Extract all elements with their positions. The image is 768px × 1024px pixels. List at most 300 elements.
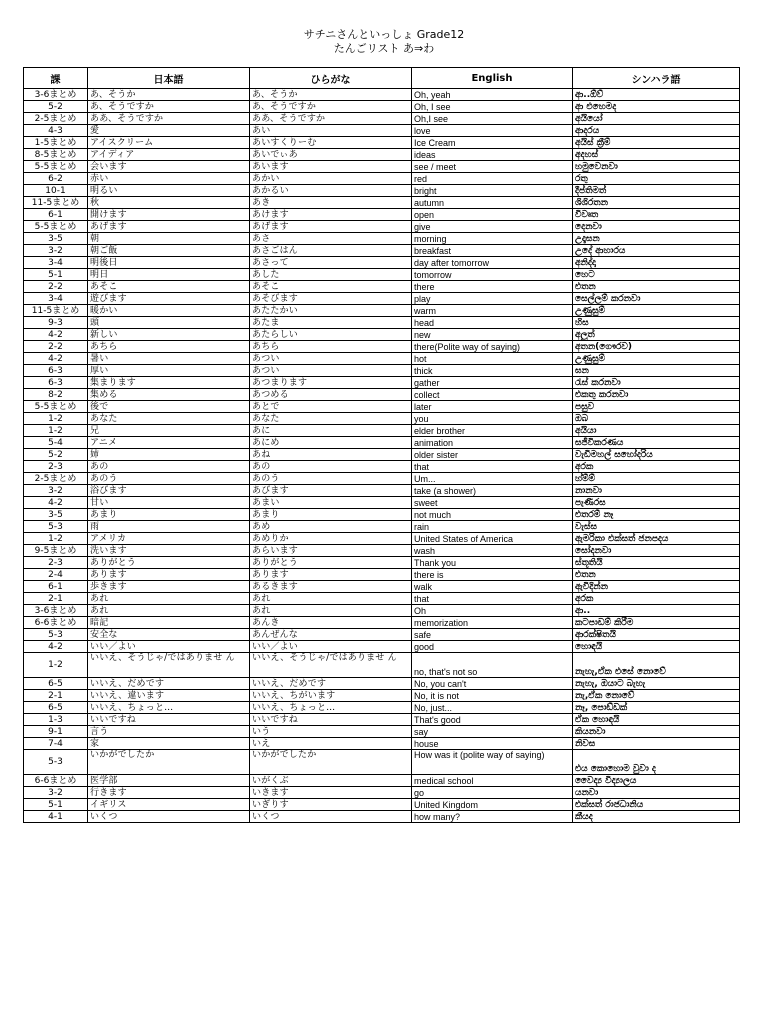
table-row [24,209,740,221]
cell-hiragana: あそこ [250,281,412,293]
cell-japanese: いいえ、そうじゃ/ではありませ ん [88,653,250,678]
cell-japanese: あれ [88,593,250,605]
cell-sinhala: කියනවා [573,726,740,738]
cell-english: No, it is not [412,690,573,702]
table-row [24,629,740,641]
cell-english: United States of America [412,533,573,545]
cell-english: breakfast [412,245,573,257]
cell-sinhala: උණුසුම් [573,353,740,365]
table-row [24,293,740,305]
cell-japanese: 愛 [88,125,250,137]
cell-sinhala: අතන(ගෞරව) [573,341,740,353]
cell-hiragana: あんき [250,617,412,629]
cell-lesson: 9-3 [24,317,88,329]
cell-japanese: あちら [88,341,250,353]
cell-japanese: 雨 [88,521,250,533]
cell-hiragana: あさって [250,257,412,269]
table-row [24,473,740,485]
cell-english: gather [412,377,573,389]
cell-hiragana: あたらしい [250,329,412,341]
cell-lesson: 7-4 [24,738,88,750]
cell-japanese: いい／よい [88,641,250,653]
cell-lesson: 6-1 [24,209,88,221]
cell-english: there is [412,569,573,581]
table-row [24,690,740,702]
cell-lesson: 8-5まとめ [24,149,88,161]
cell-sinhala: නෑ, පොඩ්ඩක් [573,702,740,714]
cell-english: see / meet [412,161,573,173]
table-row [24,281,740,293]
table-row [24,726,740,738]
cell-lesson: 6-6まとめ [24,775,88,787]
cell-hiragana: あいすくりーむ [250,137,412,149]
cell-lesson: 4-3 [24,125,88,137]
table-row [24,714,740,726]
cell-lesson: 1-2 [24,653,88,678]
table-row [24,269,740,281]
table-row [24,233,740,245]
cell-lesson: 4-2 [24,353,88,365]
table-row [24,365,740,377]
cell-lesson: 1-2 [24,425,88,437]
cell-sinhala: උණුසුම් [573,305,740,317]
cell-japanese: 厚い [88,365,250,377]
cell-english: there [412,281,573,293]
table-row [24,557,740,569]
cell-hiragana: いぎりす [250,799,412,811]
cell-japanese: あれ [88,605,250,617]
cell-hiragana: あつまります [250,377,412,389]
cell-lesson: 6-3 [24,377,88,389]
cell-japanese: 開けます [88,209,250,221]
cell-sinhala: රැස් කරනවා [573,377,740,389]
cell-sinhala: කටපාඩම් කිරීම [573,617,740,629]
cell-hiragana: あげます [250,221,412,233]
table-row [24,545,740,557]
cell-lesson: 2-2 [24,341,88,353]
cell-english: house [412,738,573,750]
table-row [24,197,740,209]
cell-lesson: 8-2 [24,389,88,401]
table-row [24,605,740,617]
table-row [24,113,740,125]
cell-sinhala: සෙල්ලම් කරනවා [573,293,740,305]
cell-japanese: いいえ、だめです [88,678,250,690]
cell-japanese: 暗記 [88,617,250,629]
table-row [24,702,740,714]
cell-lesson: 5-4 [24,437,88,449]
cell-sinhala: අලුත් [573,329,740,341]
cell-japanese: あの [88,461,250,473]
cell-hiragana: あれ [250,593,412,605]
table-row [24,257,740,269]
cell-english: morning [412,233,573,245]
cell-sinhala: විවෘත [573,209,740,221]
cell-japanese: 浴びます [88,485,250,497]
cell-hiragana: あちら [250,341,412,353]
cell-sinhala: නැහැ,ඒක එසේ නොවේ [573,653,740,678]
column-header-lesson: 課 [24,68,88,89]
cell-english: Oh, yeah [412,89,573,101]
cell-hiragana: あります [250,569,412,581]
vocabulary-table [23,67,740,823]
table-row [24,775,740,787]
cell-sinhala: ආරක්ෂිතයි [573,629,740,641]
cell-sinhala: එක්සත් රාජධානිය [573,799,740,811]
cell-lesson: 5-3 [24,750,88,775]
cell-lesson: 2-3 [24,461,88,473]
cell-sinhala: එකතු කරනවා [573,389,740,401]
cell-english: red [412,173,573,185]
cell-japanese: 甘い [88,497,250,509]
cell-sinhala: එතන [573,281,740,293]
cell-sinhala: දෙනවා [573,221,740,233]
cell-japanese: 洗います [88,545,250,557]
cell-lesson: 2-4 [24,569,88,581]
cell-japanese: 安全な [88,629,250,641]
cell-sinhala: ඝන [573,365,740,377]
cell-english: love [412,125,573,137]
cell-hiragana: いいえ、そうじゃ/ではありませ ん [250,653,412,678]
cell-hiragana: あまい [250,497,412,509]
cell-lesson: 1-5まとめ [24,137,88,149]
cell-english: open [412,209,573,221]
cell-english: good [412,641,573,653]
cell-lesson: 11-5まとめ [24,197,88,209]
cell-sinhala: අරක [573,593,740,605]
cell-japanese: いかがでしたか [88,750,250,775]
cell-english: hot [412,353,573,365]
cell-japanese: 兄 [88,425,250,437]
cell-japanese: 集まります [88,377,250,389]
cell-japanese: あげます [88,221,250,233]
cell-lesson: 5-5まとめ [24,161,88,173]
cell-english: say [412,726,573,738]
cell-english: rain [412,521,573,533]
cell-lesson: 1-3 [24,714,88,726]
cell-english: that [412,461,573,473]
cell-lesson: 3-5 [24,233,88,245]
table-row [24,173,740,185]
cell-japanese: 歩きます [88,581,250,593]
cell-hiragana: いくつ [250,811,412,823]
cell-japanese: 暑い [88,353,250,365]
cell-hiragana: いう [250,726,412,738]
cell-english: give [412,221,573,233]
cell-sinhala: එතරම් නෑ [573,509,740,521]
cell-hiragana: あまり [250,509,412,521]
table-row [24,89,740,101]
cell-sinhala: නැ,ඒක නොවේ [573,690,740,702]
cell-japanese: あなた [88,413,250,425]
document-title: サチニさんといっしょ Grade12 [303,28,465,41]
cell-sinhala: රතු [573,173,740,185]
table-row [24,509,740,521]
cell-lesson: 6-5 [24,678,88,690]
cell-japanese: あ、そうですか [88,101,250,113]
cell-lesson: 6-6まとめ [24,617,88,629]
cell-hiragana: あたたかい [250,305,412,317]
cell-lesson: 5-1 [24,799,88,811]
cell-hiragana: あつい [250,353,412,365]
table-row [24,149,740,161]
cell-english: United Kingdom [412,799,573,811]
cell-sinhala: පැණිරස [573,497,740,509]
cell-hiragana: いい／よい [250,641,412,653]
cell-hiragana: あそびます [250,293,412,305]
cell-english: safe [412,629,573,641]
cell-lesson: 6-3 [24,365,88,377]
cell-english: later [412,401,573,413]
cell-english: that [412,593,573,605]
cell-japanese: ありがとう [88,557,250,569]
cell-english: animation [412,437,573,449]
cell-sinhala: හමුවෙනවා [573,161,740,173]
cell-japanese: アイディア [88,149,250,161]
cell-hiragana: あらいます [250,545,412,557]
cell-hiragana: あね [250,449,412,461]
cell-english: there(Polite way of saying) [412,341,573,353]
cell-hiragana: あめ [250,521,412,533]
table-row [24,329,740,341]
cell-japanese: あ、そうか [88,89,250,101]
cell-japanese: 会います [88,161,250,173]
cell-english: Oh, I see [412,101,573,113]
cell-sinhala: එය කොහොම වුවා ද [573,750,740,775]
cell-japanese: 集める [88,389,250,401]
cell-sinhala: වෛද්‍ය විද්‍යාලය [573,775,740,787]
cell-english: not much [412,509,573,521]
table-header-row [24,68,740,89]
cell-sinhala: ඔබ [573,413,740,425]
cell-sinhala: අයිස් ක්‍රීම් [573,137,740,149]
cell-sinhala: අයියෝ [573,113,740,125]
table-row [24,401,740,413]
cell-lesson: 5-5まとめ [24,221,88,233]
cell-sinhala: කීයද [573,811,740,823]
cell-english: you [412,413,573,425]
cell-hiragana: ああ、そうですか [250,113,412,125]
cell-english: no, that's not so [412,653,573,678]
table-row [24,569,740,581]
table-row [24,653,740,678]
cell-hiragana: あいます [250,161,412,173]
table-row [24,461,740,473]
cell-sinhala: සෝදනවා [573,545,740,557]
cell-english: Ice Cream [412,137,573,149]
cell-hiragana: いいですね [250,714,412,726]
cell-sinhala: හ්ම්ම් [573,473,740,485]
cell-japanese: イギリス [88,799,250,811]
cell-english: No, you can't [412,678,573,690]
cell-hiragana: あけます [250,209,412,221]
cell-japanese: 赤い [88,173,250,185]
cell-sinhala: හිස [573,317,740,329]
cell-hiragana: あした [250,269,412,281]
cell-lesson: 3-2 [24,245,88,257]
cell-japanese: 遊びます [88,293,250,305]
column-header-hiragana: ひらがな [250,68,412,89]
cell-japanese: 行きます [88,787,250,799]
table-body [24,89,740,823]
cell-hiragana: あるきます [250,581,412,593]
table-row [24,811,740,823]
table-row [24,341,740,353]
cell-english: warm [412,305,573,317]
column-header-sinhala: シンハラ語 [573,68,740,89]
cell-lesson: 5-2 [24,449,88,461]
cell-lesson: 3-6まとめ [24,605,88,617]
cell-sinhala: නැහැ, ඔයාට බැහැ [573,678,740,690]
table-row [24,137,740,149]
cell-hiragana: あなた [250,413,412,425]
cell-hiragana: あいでぃあ [250,149,412,161]
cell-english: go [412,787,573,799]
cell-hiragana: あに [250,425,412,437]
table-row [24,353,740,365]
table-row [24,221,740,233]
cell-japanese: あまり [88,509,250,521]
cell-hiragana: あき [250,197,412,209]
cell-lesson: 5-1 [24,269,88,281]
cell-hiragana: いいえ、ちがいます [250,690,412,702]
cell-lesson: 6-5 [24,702,88,714]
cell-english: memorization [412,617,573,629]
cell-lesson: 6-1 [24,581,88,593]
cell-sinhala: වැඩිමහල් සහෝදරිය [573,449,740,461]
cell-sinhala: නානවා [573,485,740,497]
cell-sinhala: ආ.. [573,605,740,617]
table-row [24,185,740,197]
cell-english: sweet [412,497,573,509]
cell-sinhala: අරක [573,461,740,473]
cell-hiragana: あ、そうか [250,89,412,101]
table-row [24,161,740,173]
cell-sinhala: නිවස [573,738,740,750]
cell-japanese: いいえ、ちょっと… [88,702,250,714]
cell-lesson: 3-6まとめ [24,89,88,101]
cell-sinhala: ශිශිරතන [573,197,740,209]
cell-japanese: 秋 [88,197,250,209]
cell-japanese: 家 [88,738,250,750]
cell-lesson: 2-1 [24,690,88,702]
cell-japanese: アメリカ [88,533,250,545]
cell-english: bright [412,185,573,197]
cell-lesson: 5-2 [24,101,88,113]
cell-sinhala: පසුව [573,401,740,413]
cell-sinhala: උදේ ආහාරය [573,245,740,257]
table-row [24,521,740,533]
cell-english: medical school [412,775,573,787]
cell-sinhala: අයියා [573,425,740,437]
cell-hiragana: あさ [250,233,412,245]
cell-sinhala: ආදරය [573,125,740,137]
table-row [24,738,740,750]
table-row [24,750,740,775]
cell-sinhala: හෙට [573,269,740,281]
cell-hiragana: あの [250,461,412,473]
cell-sinhala: එතන [573,569,740,581]
table-row [24,533,740,545]
cell-japanese: 医学部 [88,775,250,787]
cell-english: tomorrow [412,269,573,281]
cell-lesson: 9-5まとめ [24,545,88,557]
cell-english: head [412,317,573,329]
table-row [24,497,740,509]
cell-lesson: 4-2 [24,641,88,653]
table-row [24,245,740,257]
cell-japanese: 言う [88,726,250,738]
cell-hiragana: あめりか [250,533,412,545]
cell-sinhala: ඇවිදින්න [573,581,740,593]
cell-lesson: 1-2 [24,533,88,545]
cell-english: Um... [412,473,573,485]
cell-english: thick [412,365,573,377]
cell-hiragana: あのう [250,473,412,485]
cell-hiragana: いがくぶ [250,775,412,787]
cell-japanese: いくつ [88,811,250,823]
cell-sinhala: දීප්තිමත් [573,185,740,197]
cell-japanese: 後で [88,401,250,413]
cell-sinhala: ස්තූතියි [573,557,740,569]
table-row [24,437,740,449]
table-row [24,787,740,799]
table-row [24,425,740,437]
cell-japanese: 姉 [88,449,250,461]
cell-lesson: 11-5まとめ [24,305,88,317]
cell-japanese: あそこ [88,281,250,293]
cell-english: new [412,329,573,341]
table-row [24,449,740,461]
table-row [24,389,740,401]
table-row [24,617,740,629]
cell-lesson: 4-2 [24,497,88,509]
cell-sinhala: යනවා [573,787,740,799]
cell-english: walk [412,581,573,593]
cell-hiragana: あにめ [250,437,412,449]
table-row [24,799,740,811]
cell-japanese: 明るい [88,185,250,197]
cell-japanese: アイスクリーム [88,137,250,149]
cell-hiragana: あんぜんな [250,629,412,641]
cell-lesson: 2-5まとめ [24,113,88,125]
cell-japanese: 朝 [88,233,250,245]
cell-lesson: 2-3 [24,557,88,569]
document-subtitle: たんごリスト あ⇒わ [333,42,435,55]
cell-lesson: 3-4 [24,257,88,269]
cell-english: older sister [412,449,573,461]
cell-hiragana: あかい [250,173,412,185]
cell-sinhala: වැස්ස [573,521,740,533]
cell-lesson: 2-5まとめ [24,473,88,485]
table-row [24,593,740,605]
cell-english: take (a shower) [412,485,573,497]
cell-english: That's good [412,714,573,726]
cell-lesson: 10-1 [24,185,88,197]
cell-hiragana: あかるい [250,185,412,197]
cell-sinhala: හොඳයි [573,641,740,653]
cell-english: elder brother [412,425,573,437]
cell-japanese: 新しい [88,329,250,341]
cell-sinhala: ආ..ඕව් [573,89,740,101]
column-header-japanese: 日本語 [88,68,250,89]
cell-lesson: 5-3 [24,629,88,641]
cell-english: ideas [412,149,573,161]
table-row [24,317,740,329]
cell-japanese: いいですね [88,714,250,726]
cell-japanese: 明後日 [88,257,250,269]
cell-lesson: 6-2 [24,173,88,185]
